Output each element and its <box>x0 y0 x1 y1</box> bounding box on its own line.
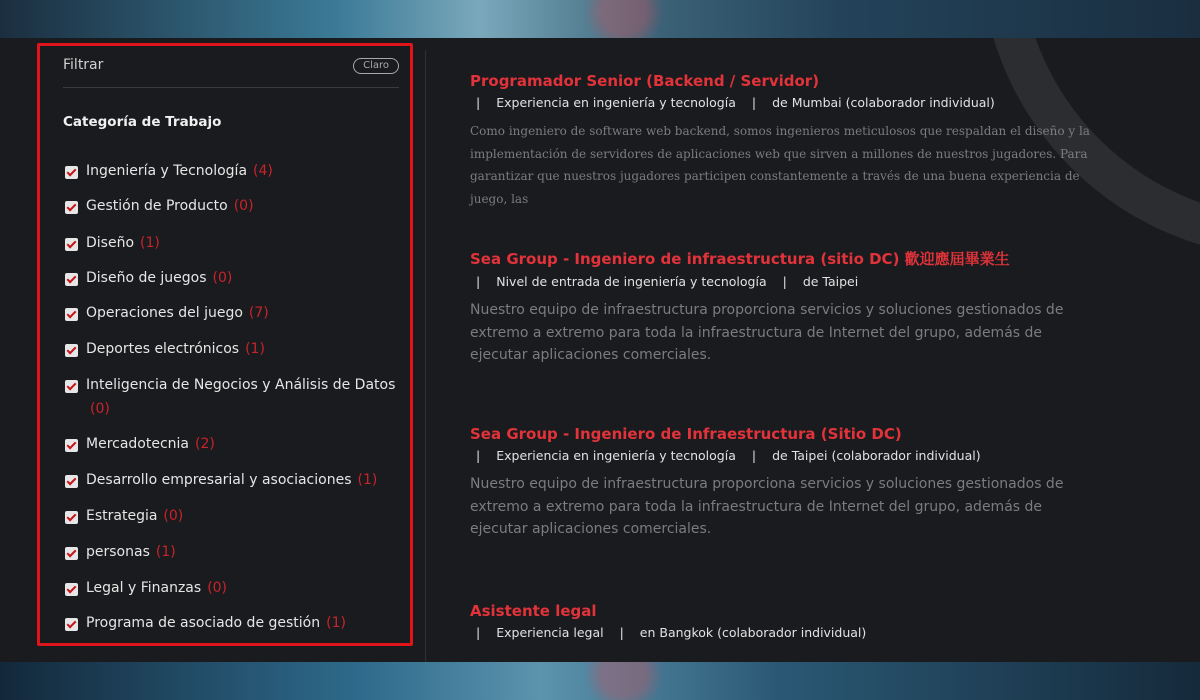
checkbox-checked-icon[interactable] <box>65 273 78 286</box>
meta-separator: | <box>751 95 757 110</box>
checkbox-checked-icon[interactable] <box>65 166 78 179</box>
job-meta <box>470 274 1090 289</box>
meta-separator: | <box>782 274 787 289</box>
category-count: (0) <box>90 401 110 417</box>
job-location: en Bangkok (colaborador individual) <box>639 625 867 640</box>
job-title-link[interactable]: Sea Group - Ingeniero de Infraestructura (Sitio DC) <box>470 425 902 443</box>
category-count: (0) <box>207 580 228 596</box>
job-location: de Mumbai (colaborador individual) <box>772 95 995 110</box>
job-description: Como ingeniero de software web backend, somos ingenieros meticulosos que respaldan el diseño y la implementación de servidores de aplicaciones web que sirven a millones de nuestros jugadores. Para garantizar que nuestros jugadores participen constantemente a través de una buena experiencia de juego, las <box>470 124 1090 206</box>
category-count: (0) <box>212 270 233 286</box>
category-heading: Categoría de Trabajo <box>63 114 222 130</box>
category-label: personas <box>86 544 150 560</box>
checkbox-checked-icon[interactable] <box>65 201 78 214</box>
category-label: Programa de asociado de gestión <box>86 615 321 631</box>
checkbox-checked-icon[interactable] <box>65 238 78 251</box>
category-label: Deportes electrónicos <box>86 341 240 357</box>
filter-sidebar <box>37 43 413 646</box>
job-card <box>470 425 1090 541</box>
category-count: (2) <box>195 436 215 452</box>
category-label: Ingeniería y Tecnología <box>86 163 248 179</box>
category-label: Inteligencia de Negocios y Análisis de Datos <box>86 377 396 393</box>
filter-title: Filtrar <box>63 57 104 73</box>
job-title-link[interactable]: Programador Senior (Backend / Servidor) <box>470 72 820 90</box>
meta-separator: | <box>476 448 481 463</box>
checkbox-checked-icon[interactable] <box>65 380 78 393</box>
checkbox-checked-icon[interactable] <box>65 475 78 488</box>
job-title-link[interactable]: Sea Group - Ingeniero de infraestructura (sitio DC) 歡迎應屆畢業生 <box>470 250 1010 268</box>
category-label: Diseño de juegos <box>86 270 207 286</box>
job-location: de Taipei (colaborador individual) <box>772 448 981 463</box>
checkbox-checked-icon[interactable] <box>65 583 78 596</box>
job-description: Nuestro equipo de infraestructura proporciona servicios y soluciones gestionados de extremo a extremo para toda la infraestructura de Internet del grupo, además de ejecutar aplicaciones comerciales. <box>470 302 1064 363</box>
job-category: Experiencia en ingeniería y tecnología <box>496 95 736 110</box>
category-count: (7) <box>248 305 269 321</box>
job-card <box>470 248 1090 367</box>
category-label: Legal y Finanzas <box>86 580 202 596</box>
job-location: de Taipei <box>802 274 859 289</box>
checkbox-checked-icon[interactable] <box>65 308 78 321</box>
category-count: (0) <box>233 198 254 214</box>
top-background-banner <box>0 0 1200 38</box>
category-count: (1) <box>245 341 265 357</box>
checkbox-checked-icon[interactable] <box>65 511 78 524</box>
checkbox-checked-icon[interactable] <box>65 547 78 560</box>
category-label: Desarrollo empresarial y asociaciones <box>86 472 352 488</box>
meta-separator: | <box>476 274 481 289</box>
category-label: Diseño <box>86 235 135 251</box>
checkbox-checked-icon[interactable] <box>65 618 78 631</box>
meta-separator: | <box>619 625 624 640</box>
column-divider <box>425 50 426 662</box>
job-category: Experiencia en ingeniería y tecnología <box>496 448 736 463</box>
careers-page <box>0 38 1200 662</box>
job-title-link[interactable]: Asistente legal <box>470 602 597 620</box>
job-meta <box>470 625 1090 640</box>
job-card <box>470 72 1090 210</box>
clear-filters-button[interactable]: Claro <box>353 58 399 74</box>
category-label: Gestión de Producto <box>86 198 228 214</box>
meta-separator: | <box>751 448 757 463</box>
job-category: Experiencia legal <box>496 625 604 640</box>
bottom-background-banner <box>0 662 1200 700</box>
category-count: (1) <box>140 235 160 251</box>
category-count: (1) <box>326 615 346 631</box>
job-card <box>470 602 1090 640</box>
job-description: Nuestro equipo de infraestructura proporciona servicios y soluciones gestionados de extremo a extremo para toda la infraestructura de Internet del grupo, además de ejecutar aplicaciones comerciales. <box>470 476 1064 537</box>
category-count: (1) <box>357 472 378 488</box>
job-category: Nivel de entrada de ingeniería y tecnología <box>496 274 767 289</box>
meta-separator: | <box>476 95 481 110</box>
meta-separator: | <box>476 625 481 640</box>
category-count: (0) <box>163 508 184 524</box>
job-meta <box>470 448 1090 463</box>
filter-header <box>63 57 399 88</box>
category-count: (4) <box>253 163 273 179</box>
checkbox-checked-icon[interactable] <box>65 439 78 452</box>
category-label: Estrategia <box>86 508 158 524</box>
category-count: (1) <box>155 544 176 560</box>
checkbox-checked-icon[interactable] <box>65 344 78 357</box>
category-label: Operaciones del juego <box>86 305 243 321</box>
category-label: Mercadotecnia <box>86 436 190 452</box>
job-meta <box>470 95 1090 110</box>
